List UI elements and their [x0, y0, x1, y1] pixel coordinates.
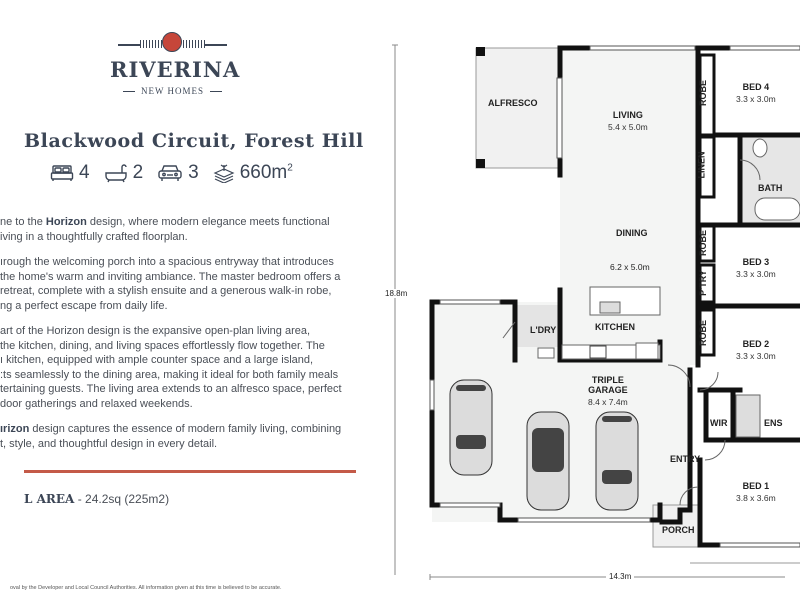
room-bed-4: BED 4 3.3 x 3.0m [736, 82, 776, 104]
room-bed-1: BED 1 3.8 x 3.6m [736, 481, 776, 503]
floor-plan [370, 0, 800, 600]
brand-tagline: NEW HOMES [110, 86, 235, 96]
desc-paragraph-4: ırizon design captures the essence of modern family living, combining t, style, and thoughtful design in every detail. [0, 423, 342, 450]
room-dining-dimensions: 6.2 x 5.0m [610, 262, 650, 272]
room-triple-garage: TRIPLE GARAGE 8.4 x 7.4m [588, 375, 628, 407]
room-dining: DINING [616, 228, 648, 238]
land-size-icon [213, 163, 235, 183]
desc-paragraph-2: ırough the welcoming porch into a spacious entryway that introduces the home's warm and inviting ambiance. The master bedroom offers a retreat, complete with a stylish ensuite and a generous walk-in robe, ng a perfect escape from daily life. [0, 256, 341, 312]
room-alfresco: ALFRESCO [488, 98, 538, 108]
car-icon [157, 164, 183, 182]
desc-paragraph-1: ne to the Horizon design, where modern elegance meets functional iving in a thoughtfully crafted floorplan. [0, 216, 330, 243]
room-porch: PORCH [662, 525, 695, 535]
label-robe-bed4: ROBE [698, 79, 709, 107]
room-bathroom: BATH [758, 183, 783, 193]
listing-title: Blackwood Circuit, Forest Hill [24, 130, 364, 152]
label-pantry: P'TRY [697, 270, 708, 296]
feature-garage: 3 [157, 162, 199, 184]
bath-icon [104, 163, 128, 183]
logo-mark-icon [110, 28, 235, 54]
desc-paragraph-3: art of the Horizon design is the expansive open-plan living area, the kitchen, dining, and living spaces effortlessly flow together. The ı kitchen, equipped with ample counter space and a large island, :ts seamlessly to the dining area, making it ideal for both family meals tertaining guests. The living area extends to an alfresco space, perfect door gatherings and relaxed weekends. [0, 325, 342, 410]
feature-list [50, 162, 293, 184]
total-area: L AREA - 24.2sq (225m2) [24, 492, 170, 506]
room-wir: WIR [710, 418, 728, 428]
dimension-height: 18.8m [382, 289, 410, 298]
room-kitchen: KITCHEN [595, 322, 635, 332]
accent-divider [24, 470, 356, 473]
dimension-width: 14.3m [606, 572, 634, 581]
label-robe-bed2: ROBE [698, 319, 709, 347]
room-entry: ENTRY [670, 454, 701, 464]
room-laundry: L'DRY [530, 325, 557, 335]
label-linen: LINEN [696, 151, 707, 179]
brand-logo [110, 28, 241, 103]
brand-name: RIVERINA [110, 57, 241, 82]
room-bed-3: BED 3 3.3 x 3.0m [736, 257, 776, 279]
bed-icon [50, 164, 74, 182]
room-living: LIVING 5.4 x 5.0m [608, 110, 648, 132]
room-ensuite: ENS [764, 418, 783, 428]
disclaimer-text: oval by the Developer and Local Council Authorities. All information given at this time is believed to be accurate. [10, 585, 282, 591]
room-bed-2: BED 2 3.3 x 3.0m [736, 339, 776, 361]
label-robe-bed3: ROBE [698, 229, 709, 257]
feature-bedrooms: 4 [50, 162, 90, 184]
feature-bathrooms: 2 [104, 162, 144, 184]
listing-description [0, 215, 365, 462]
feature-land-size: $660m^2$ [213, 162, 293, 184]
